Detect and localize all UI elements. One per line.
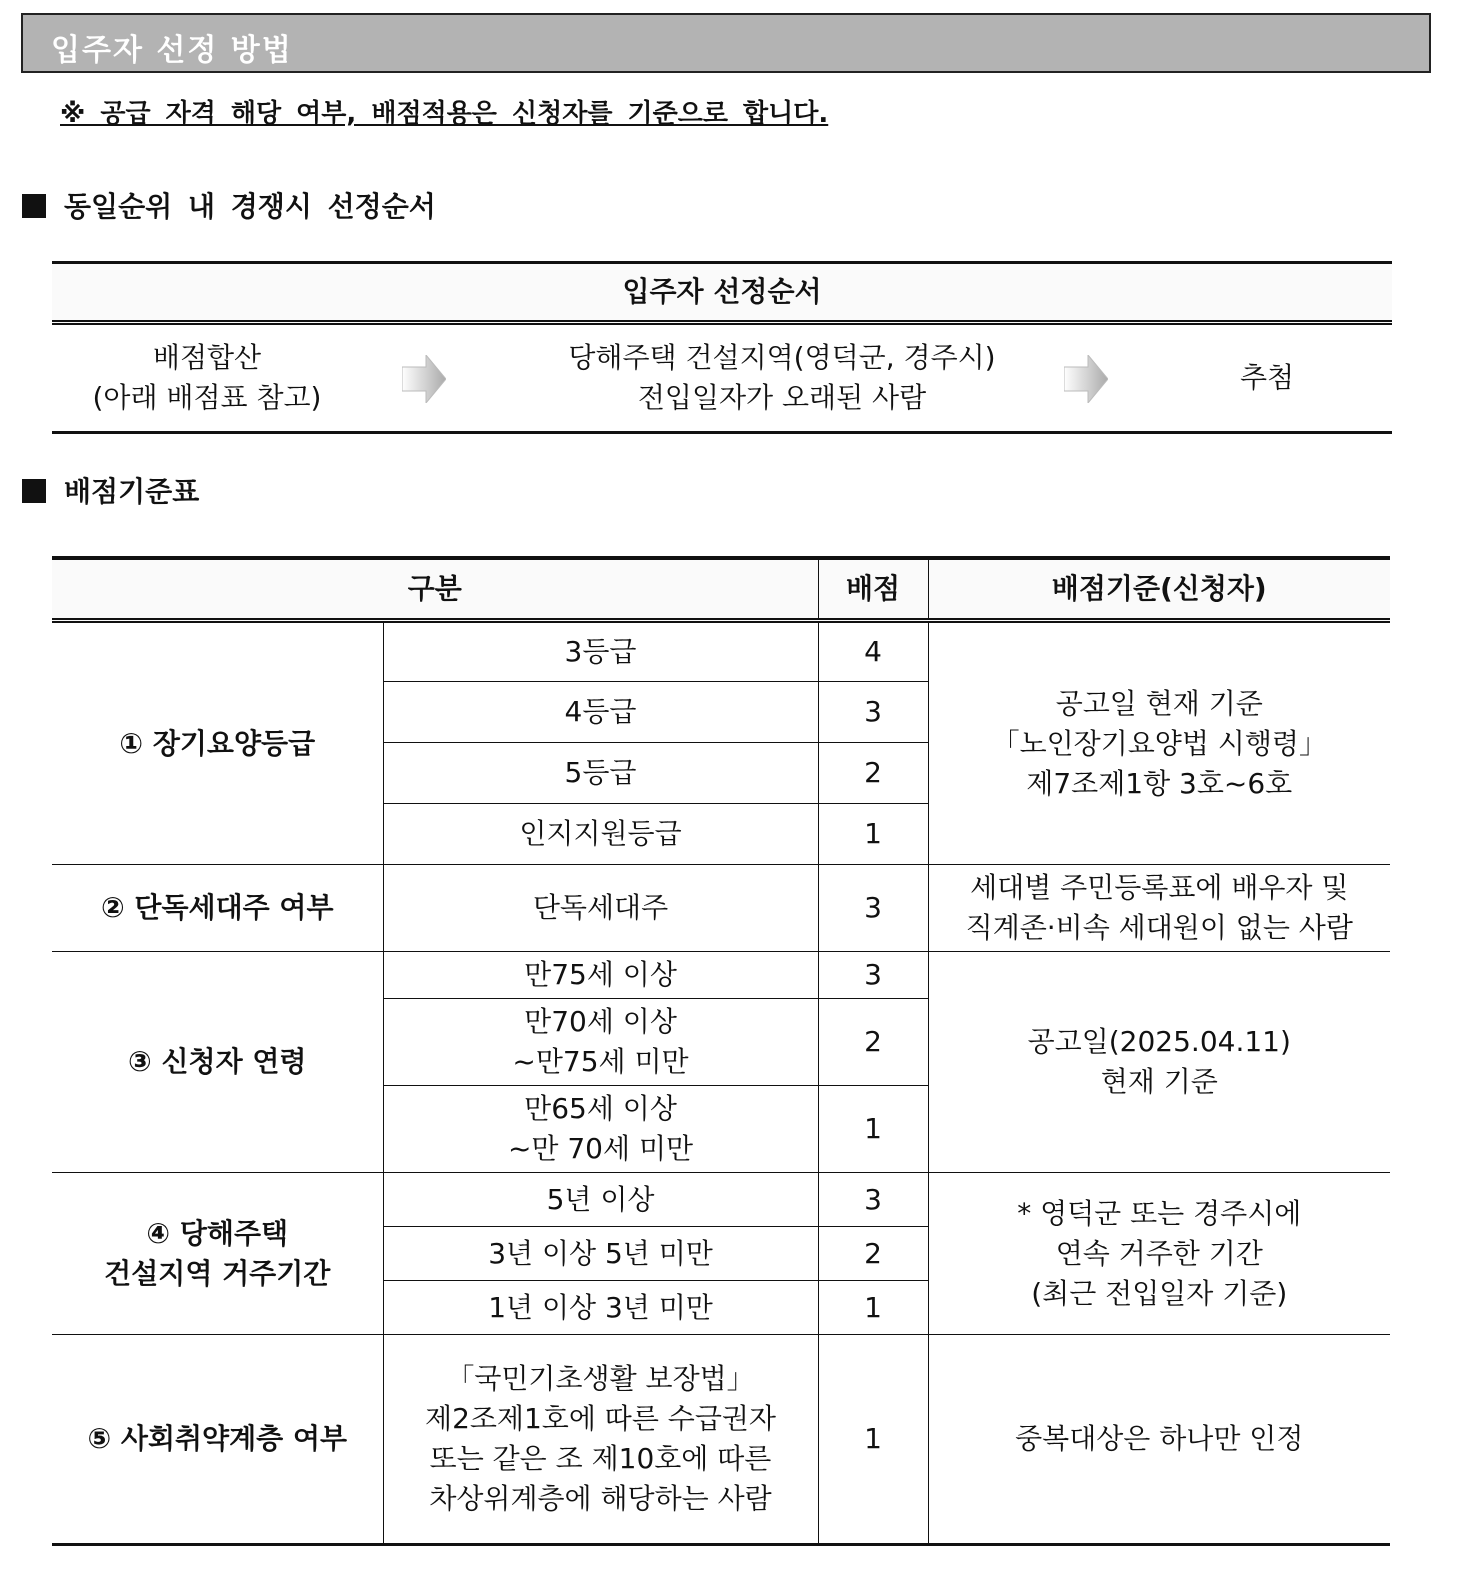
criteria-line: 현재 기준	[1100, 1065, 1218, 1098]
score-cell: 2	[818, 1227, 928, 1281]
item-cell: 인지지원등급	[383, 804, 818, 865]
criteria-line: 직계존·비속 세대원이 없는 사람	[965, 911, 1353, 944]
flow-step-1: 배점합산 (아래 배점표 참고)	[92, 341, 322, 414]
table-row	[52, 1173, 1390, 1227]
section-title: 배점기준표	[64, 475, 200, 508]
criteria-cell	[928, 1173, 1390, 1335]
item-cell: 1년 이상 3년 미만	[383, 1281, 818, 1335]
section-title: 동일순위 내 경쟁시 선정순서	[64, 190, 436, 223]
criteria-line: 「노인장기요양법 시행령」	[991, 726, 1327, 760]
criteria-line: 연속 거주한 기간	[1055, 1236, 1263, 1270]
category-cell: ⑤ 사회취약계층 여부	[52, 1335, 383, 1545]
criteria-cell	[928, 1335, 1390, 1545]
arrow-right-icon	[1064, 355, 1108, 403]
flow-step-3: 추첨	[1239, 361, 1295, 394]
category-cell: ② 단독세대주 여부	[52, 865, 383, 952]
square-bullet-icon	[22, 479, 46, 503]
item-cell: 만75세 이상	[383, 952, 818, 999]
score-cell: 1	[818, 804, 928, 865]
table-row	[52, 1335, 1390, 1545]
criteria-line: 제7조제1항 3호~6호	[1026, 766, 1293, 800]
score-cell: 2	[818, 999, 928, 1086]
item-cell: 3년 이상 5년 미만	[383, 1227, 818, 1281]
title-bar	[21, 13, 1431, 73]
notice: ※ 공급 자격 해당 여부, 배점적용은 신청자를 기준으로 합니다.	[60, 99, 829, 129]
table-row	[52, 621, 1390, 682]
item-cell: 3등급	[383, 621, 818, 682]
category-cell: ③ 신청자 연령	[52, 952, 383, 1173]
criteria-line: 중복대상은 하나만 인정	[1015, 1422, 1304, 1455]
criteria-line: 공고일 현재 기준	[1055, 686, 1263, 720]
category-cell: ① 장기요양등급	[52, 621, 383, 865]
item-cell: 만65세 이상 ~만 70세 미만	[383, 1086, 818, 1173]
score-cell: 3	[818, 1173, 928, 1227]
table-row	[52, 865, 1390, 952]
table-row	[52, 952, 1390, 999]
criteria-line: 공고일(2025.04.11)	[1027, 1025, 1291, 1058]
criteria-cell	[928, 952, 1390, 1173]
item-cell: 4등급	[383, 682, 818, 743]
score-cell: 1	[818, 1335, 928, 1545]
score-cell: 2	[818, 743, 928, 804]
item-cell: 「국민기초생활 보장법」 제2조제1호에 따른 수급권자 또는 같은 조 제10호에 따른 차상위계층에 해당하는 사람	[383, 1335, 818, 1545]
score-cell: 3	[818, 865, 928, 952]
criteria-line: (최근 전입일자 기준)	[1031, 1276, 1288, 1310]
score-cell: 4	[818, 621, 928, 682]
criteria-cell	[928, 865, 1390, 952]
criteria-line: * 영덕군 또는 경주시에	[1017, 1196, 1302, 1230]
item-cell: 단독세대주	[383, 865, 818, 952]
item-cell: 5년 이상	[383, 1173, 818, 1227]
score-cell: 3	[818, 682, 928, 743]
flow-header: 입주자 선정순서	[52, 264, 1392, 325]
header-criteria: 배점기준(신청자)	[928, 558, 1390, 621]
section-heading	[22, 470, 199, 510]
selection-order-table	[52, 261, 1392, 434]
score-cell: 1	[818, 1281, 928, 1335]
criteria-line: 세대별 주민등록표에 배우자 및	[970, 871, 1349, 904]
header-score: 배점	[818, 558, 928, 621]
score-cell: 1	[818, 1086, 928, 1173]
item-cell: 만70세 이상 ~만75세 미만	[383, 999, 818, 1086]
score-cell: 3	[818, 952, 928, 999]
criteria-cell	[928, 621, 1390, 865]
square-bullet-icon	[22, 194, 46, 218]
header-category: 구분	[52, 558, 818, 621]
flow-step-2: 당해주택 건설지역(영덕군, 경주시) 전입일자가 오래된 사람	[568, 341, 996, 414]
item-cell: 5등급	[383, 743, 818, 804]
section-heading	[22, 185, 436, 225]
arrow-right-icon	[402, 355, 446, 403]
category-cell: ④ 당해주택 건설지역 거주기간	[52, 1173, 383, 1335]
page-title: 입주자 선정 방법	[51, 33, 293, 68]
scoring-table	[52, 556, 1390, 1546]
